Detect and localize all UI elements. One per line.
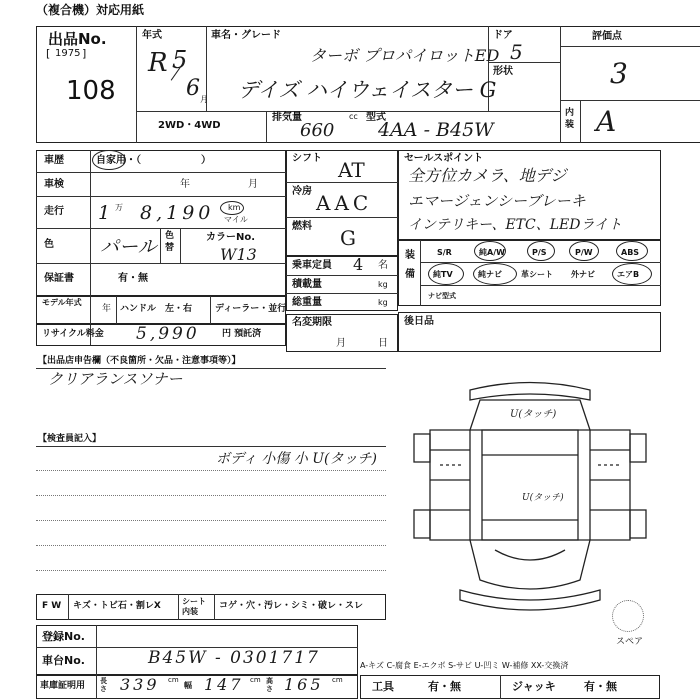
load-unit: kg <box>378 280 388 289</box>
equip-pw: P/W <box>575 248 593 257</box>
displacement-unit: cc <box>349 112 358 121</box>
displacement-value: 660 <box>300 120 335 141</box>
fw-label: F W <box>42 601 62 611</box>
tools-label: 工具 <box>372 680 394 693</box>
equip-airbag: エアB <box>617 270 640 279</box>
fuel-label: 燃料 <box>292 221 312 232</box>
type-label: 型式 <box>366 112 386 123</box>
circle-aw <box>474 241 506 261</box>
history-circle <box>92 150 126 170</box>
sheet-title: （複合機）対応用紙 <box>36 3 145 17</box>
reg-change-label: 名変期限 <box>292 317 332 328</box>
damage-legend: A-キズ C-腐食 E-エクボ S-サビ U-凹ミ W-補修 XX-交換済 <box>360 661 569 670</box>
width-unit: cm <box>250 676 261 684</box>
length-value: 339 <box>120 675 160 694</box>
sales-points-label: セールスポイント <box>404 153 484 164</box>
lot-number: 108 <box>66 76 116 106</box>
seller-notes-text: クリアランスソナー <box>48 370 183 388</box>
model-year-label: モデル年式 <box>42 298 82 307</box>
model-year-unit: 年 <box>102 304 112 314</box>
doors-value: 5 <box>510 40 523 64</box>
equip-ps: P/S <box>532 248 547 257</box>
model-name: デイズ ハイウェイスター G <box>238 78 497 102</box>
model-year-dealer: ディーラー・並行 <box>215 304 287 314</box>
doors-label: ドア <box>493 30 513 41</box>
history-label: 車歴 <box>44 155 64 166</box>
remarks-label: 後日品 <box>404 316 434 327</box>
shape-label: 形状 <box>493 66 513 77</box>
equipment-label: 装備 <box>405 250 415 280</box>
mileage-km: km <box>228 203 241 212</box>
seller-notes-label: 【出品店申告欄（不良箇所・欠品・注意事項等）】 <box>38 356 241 366</box>
load-label: 積載量 <box>292 279 322 290</box>
width-label: 幅 <box>184 681 192 690</box>
width-value: 147 <box>204 675 244 694</box>
circle-ps <box>527 241 555 261</box>
displacement-label: 排気量 <box>272 112 302 123</box>
fw-options: キズ・トビ石・割レX <box>73 601 161 611</box>
height-value: 165 <box>284 675 324 694</box>
remarks-block <box>398 312 661 352</box>
year-era: R <box>148 48 168 78</box>
recycle-unit: 円 預託済 <box>222 329 262 339</box>
height-label: 高さ <box>266 677 273 693</box>
tools-options: 有・無 <box>428 680 461 693</box>
equip-sr: S/R <box>437 248 452 257</box>
diagram-mark-roof: U(タッチ) <box>510 409 557 420</box>
score-label: 評価点 <box>592 31 622 42</box>
equip-navi: 純ナビ <box>478 270 502 279</box>
jack-label: ジャッキ <box>512 680 556 693</box>
equip-navi-type: ナビ型式 <box>428 292 456 300</box>
gross-unit: kg <box>378 298 388 307</box>
jack-options: 有・無 <box>584 680 617 693</box>
year-label: 年式 <box>142 30 162 41</box>
spare-label: スペア <box>616 637 644 647</box>
mileage-km-circle <box>220 201 244 215</box>
mileage-man: 1 <box>98 202 111 224</box>
cert-label: 車庫証明用 <box>40 681 86 691</box>
model-label: 車名・グレード <box>211 30 281 41</box>
ac-value: AAC <box>316 191 373 215</box>
reg-change-day: 日 <box>378 338 388 349</box>
warranty-label: 保証書 <box>44 273 74 284</box>
year-value: 5 <box>172 46 188 74</box>
equip-aw: 純A/W <box>479 248 505 257</box>
inspection-label: 車検 <box>44 179 64 190</box>
capacity-unit: 名 <box>378 260 388 271</box>
height-unit: cm <box>332 676 343 684</box>
equip-leather: 革シート <box>521 270 553 279</box>
warranty-options: 有・無 <box>118 273 148 284</box>
equip-abs: ABS <box>621 248 640 257</box>
model-grade: ターボ プロパイロットED <box>310 46 500 65</box>
color-change-label: 色替 <box>165 231 175 253</box>
length-label: 長さ <box>100 677 107 693</box>
seat-label: シート内装 <box>182 597 206 616</box>
diagram-mark-side: U(タッチ) <box>522 493 564 503</box>
circle-navi <box>473 263 517 285</box>
color-value: パール <box>100 236 157 258</box>
drive-label: 2WD・4WD <box>158 120 221 131</box>
shift-value: AT <box>338 158 365 182</box>
recycle-value: 5,990 <box>136 324 200 344</box>
lot-label: 出品No. <box>48 30 107 48</box>
ac-label: 冷房 <box>292 186 312 197</box>
reg-change-month: 月 <box>336 338 346 349</box>
sales-point-3: インテリキー、ETC、LEDライト <box>408 217 623 233</box>
sales-point-2: エマージェンシーブレーキ <box>408 192 586 210</box>
lot-code-close: ] <box>82 47 87 60</box>
history-options: 自家用・（ ） <box>96 155 211 166</box>
mileage-mile: マイル <box>224 215 248 224</box>
gross-label: 総重量 <box>292 297 322 308</box>
reg-label: 登録No. <box>42 630 85 643</box>
capacity-label: 乗車定員 <box>292 260 332 271</box>
chassis-value: B45W - 0301717 <box>148 648 320 668</box>
sales-point-1: 全方位カメラ、地デジ <box>408 166 567 185</box>
recycle-label: リサイクル料金 <box>42 329 104 339</box>
lot-code: 1975 <box>55 48 81 59</box>
circle-pw <box>569 241 599 261</box>
mileage-man-unit: 万 <box>115 203 123 212</box>
interior-label: 内装 <box>565 108 575 130</box>
circle-tv <box>428 263 464 285</box>
circle-airbag <box>612 263 652 285</box>
interior-value: A <box>596 105 617 138</box>
year-month-unit: 月 <box>200 95 208 104</box>
equip-tv: 純TV <box>433 270 453 279</box>
spare-tire-icon <box>612 600 644 632</box>
score-value: 3 <box>610 57 628 90</box>
color-code-label: カラーNo. <box>206 232 256 243</box>
circle-abs <box>616 241 648 261</box>
lot-code-open: [ <box>46 47 51 60</box>
year-month: 6 <box>186 76 200 101</box>
inspector-label: 【検査員記入】 <box>38 434 102 444</box>
inspector-text: ボディ 小傷 小 U(タッチ) <box>216 451 377 467</box>
seat-options: コゲ・穴・汚レ・シミ・破レ・スレ <box>219 601 364 611</box>
color-label: 色 <box>44 239 54 250</box>
inspection-year-unit: 年 <box>180 179 190 190</box>
type-value: 4AA - B45W <box>378 119 494 141</box>
chassis-label: 車台No. <box>42 654 85 667</box>
inspection-month-unit: 月 <box>248 179 258 190</box>
mileage-label: 走行 <box>44 206 64 217</box>
length-unit: cm <box>168 676 179 684</box>
capacity-value: 4 <box>353 255 364 274</box>
color-code-value: W13 <box>220 245 257 264</box>
equip-ext-navi: 外ナビ <box>571 270 595 279</box>
shift-label: シフト <box>292 153 322 164</box>
fuel-value: G <box>340 226 356 250</box>
model-year-handle: ハンドル 左・右 <box>120 304 193 314</box>
mileage-value: 8,190 <box>140 202 215 224</box>
